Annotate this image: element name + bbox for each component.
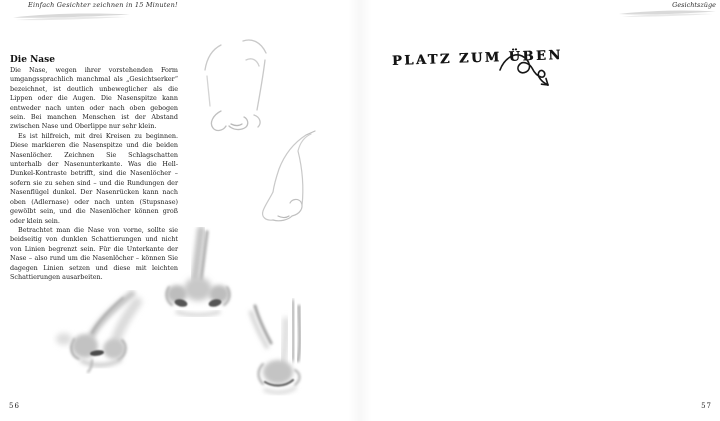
curly-arrow-icon xyxy=(498,48,554,92)
nose-outline-threequarter-sketch xyxy=(238,126,323,223)
section-heading: Die Nase xyxy=(10,55,55,65)
practice-area-label: PLATZ ZUM ÜBEN xyxy=(391,48,564,69)
page-gutter-shadow xyxy=(348,0,372,421)
body-text-column xyxy=(10,66,178,282)
header-flourish-right xyxy=(618,8,718,20)
running-title-right: Gesichtszüge xyxy=(672,1,716,9)
header-flourish-left xyxy=(12,11,132,23)
paragraph-2: Es ist hilfreich, mit drei Kreisen zu beginnen. Diese markieren die Nasenspitze und die beiden Nasenlöcher. Zeichnen Sie Schlagschatten unterhalb der Nasenunterkante. Was die Hell-Dunkel-Kontraste betrifft, sind die Nasenlöcher – sofern sie zu sehen sind – und die Rundungen der Nasenflügel dunkel. Der Nasenrücken kann nach oben (Adlernase) oder nach unten (Stupsnase) gewölbt sein, und die Nasenlöcher können groß oder klein sein. xyxy=(10,131,178,225)
paragraph-1: Die Nase, wegen ihrer vorstehenden Form umgangssprachlich manchmal als „Gesichtserker“ bezeichnet, ist deutlich unbeweglicher als die Lippen oder die Augen. Die Nasenspitze kann entweder nach unten oder nach oben gebogen sein. Bei manchen Menschen ist der Abstand zwischen Nase und Oberlippe nur sehr klein. xyxy=(10,66,178,131)
page-number-left: 56 xyxy=(9,402,20,410)
paragraph-3: Betrachtet man die Nase von vorne, sollte sie beidseitig von dunklen Schattierungen und nicht von Linien begrenzt sein. Für die Unterkante der Nase – also rund um die Nasenlöcher – können Sie dagegen Linien setzen und diese mit leichten Schattierungen ausarbeiten. xyxy=(10,225,178,281)
nose-shaded-threequarter xyxy=(52,290,149,374)
nose-shaded-front xyxy=(157,227,239,322)
nose-shaded-front-long xyxy=(243,298,328,398)
nose-outline-front-sketch xyxy=(183,27,298,133)
page-number-right: 57 xyxy=(701,402,712,410)
running-title-left: Einfach Gesichter zeichnen in 15 Minuten! xyxy=(28,1,178,9)
